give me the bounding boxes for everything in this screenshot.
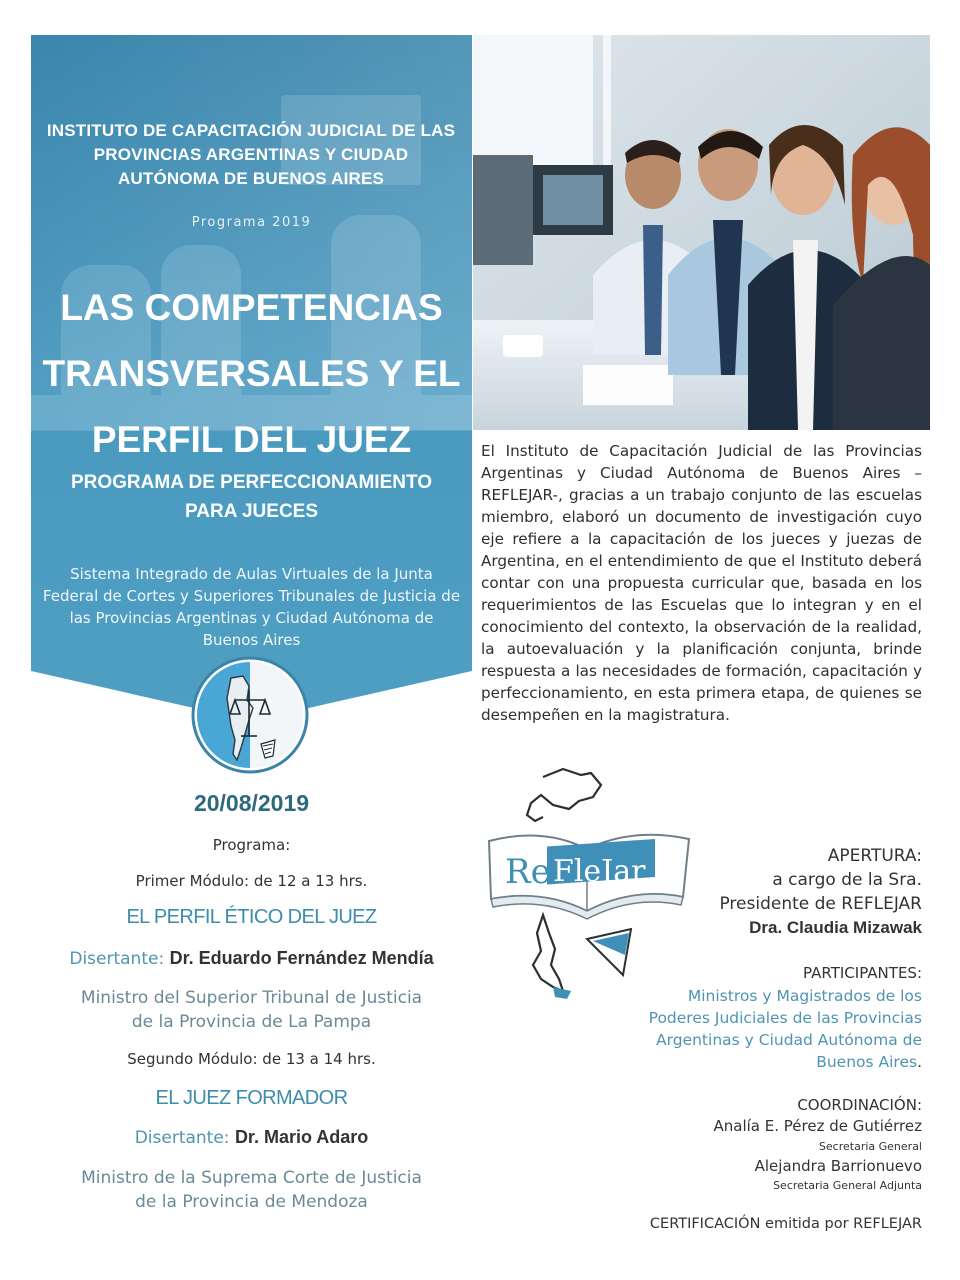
participantes-line-3: Argentinas y Ciudad Autónoma de [656, 1031, 922, 1049]
module1-role-line-2: de la Provincia de La Pampa [131, 1012, 372, 1032]
module2-speaker-line [31, 1127, 472, 1148]
sistema-description: Sistema Integrado de Aulas Virtuales de la Junta Federal de Cortes y Superiores Tribunales de Justicia de las Provincias Argentinas y Ciudad Autónoma de Buenos Aires [42, 565, 461, 649]
participantes-period: . [917, 1053, 922, 1071]
module1-topic: EL PERFIL ÉTICO DEL JUEZ [126, 906, 377, 928]
apertura-heading: APERTURA: [827, 846, 922, 866]
logo-text-flejar: FleJar [553, 854, 646, 889]
header-banner [31, 35, 472, 721]
participantes-line-1: Ministros y Magistrados de los [687, 987, 922, 1005]
intro-paragraph: El Instituto de Capacitación Judicial de las Provincias Argentinas y Ciudad Autónoma de Buenos Aires – REFLEJAR-, gracias a un trabajo conjunto de las escuelas miembro, elaboró un documento de investigación cuyo eje refiere a la capacitación de los jueces y juezas de Argentina, en el entendimiento de que el Instituto deberá contar con una propuesta curricular que, basada en los requerimientos de las Escuelas que lo integran y en el conocimiento del contexto, la observación de la realidad, la autoevaluación y la planificación conjunta, brinde respuesta a las necesidades de formación, capacitación y perfeccionamiento, en esta primera etapa, de quienes se desempeñen en la magistratura. [481, 442, 922, 724]
module2-speaker-label: Disertante: [134, 1128, 230, 1148]
module1-speaker-line [31, 948, 472, 969]
subtitle [31, 468, 472, 526]
coordinator-2-name: Alejandra Barrionuevo [754, 1157, 922, 1175]
apertura-line-3: Presidente de REFLEJAR [719, 894, 922, 914]
coordinacion-heading: COORDINACIÓN: [797, 1096, 922, 1114]
module1-speaker-role [31, 986, 472, 1034]
reflejar-logo [483, 765, 693, 1000]
module2-speaker-name: Dr. Mario Adaro [234, 1127, 369, 1147]
module2-speaker-role [31, 1166, 472, 1214]
program-label: Programa: [212, 836, 291, 854]
apertura-line-2: a cargo de la Sra. [772, 870, 922, 890]
module1-speaker-name: Dr. Eduardo Fernández Mendía [169, 948, 434, 968]
module1-speaker-label: Disertante: [69, 949, 165, 969]
institute-name: INSTITUTO DE CAPACITACIÓN JUDICIAL DE LAS PROVINCIAS ARGENTINAS Y CIUDAD AUTÓNOMA DE BUENOS AIRES [46, 121, 456, 188]
hero-photo-audience [473, 35, 930, 430]
module2-topic: EL JUEZ FORMADOR [155, 1087, 348, 1109]
module2-role-line-2: de la Provincia de Mendoza [135, 1192, 368, 1212]
module1-role-line-1: Ministro del Superior Tribunal de Justicia [80, 988, 423, 1008]
subtitle-line-1: PROGRAMA DE PERFECCIONAMIENTO [70, 472, 433, 493]
event-date: 20/08/2019 [193, 790, 310, 816]
coordinator-1-role: Secretaria General [818, 1140, 922, 1153]
page-title [31, 275, 472, 473]
participantes-heading: PARTICIPANTES: [803, 964, 922, 982]
apertura-block [719, 844, 922, 940]
logo-text-re: Re [505, 852, 551, 892]
coordinator-1-name: Analía E. Pérez de Gutiérrez [713, 1117, 922, 1135]
subtitle-line-2: PARA JUECES [184, 501, 319, 522]
module2-time: Segundo Módulo: de 13 a 14 hrs. [127, 1050, 376, 1068]
title-line-1: LAS COMPETENCIAS [60, 287, 443, 328]
coordinator-2-role: Secretaria General Adjunta [773, 1179, 922, 1192]
program-year: Programa 2019 [191, 215, 312, 230]
title-line-2: TRANSVERSALES Y EL [42, 353, 461, 394]
module1-time: Primer Módulo: de 12 a 13 hrs. [135, 872, 368, 890]
participantes-line-4: Buenos Aires [816, 1053, 918, 1071]
participantes-line-2: Poderes Judiciales de las Provincias [648, 1009, 922, 1027]
title-line-3: PERFIL DEL JUEZ [91, 419, 412, 460]
certificacion: CERTIFICACIÓN emitida por REFLEJAR [649, 1216, 922, 1232]
participantes-list [649, 985, 922, 1073]
apertura-name: Dra. Claudia Mizawak [749, 918, 922, 937]
junta-federal-emblem-icon [191, 656, 309, 774]
module2-role-line-1: Ministro de la Suprema Corte de Justicia [81, 1168, 422, 1188]
